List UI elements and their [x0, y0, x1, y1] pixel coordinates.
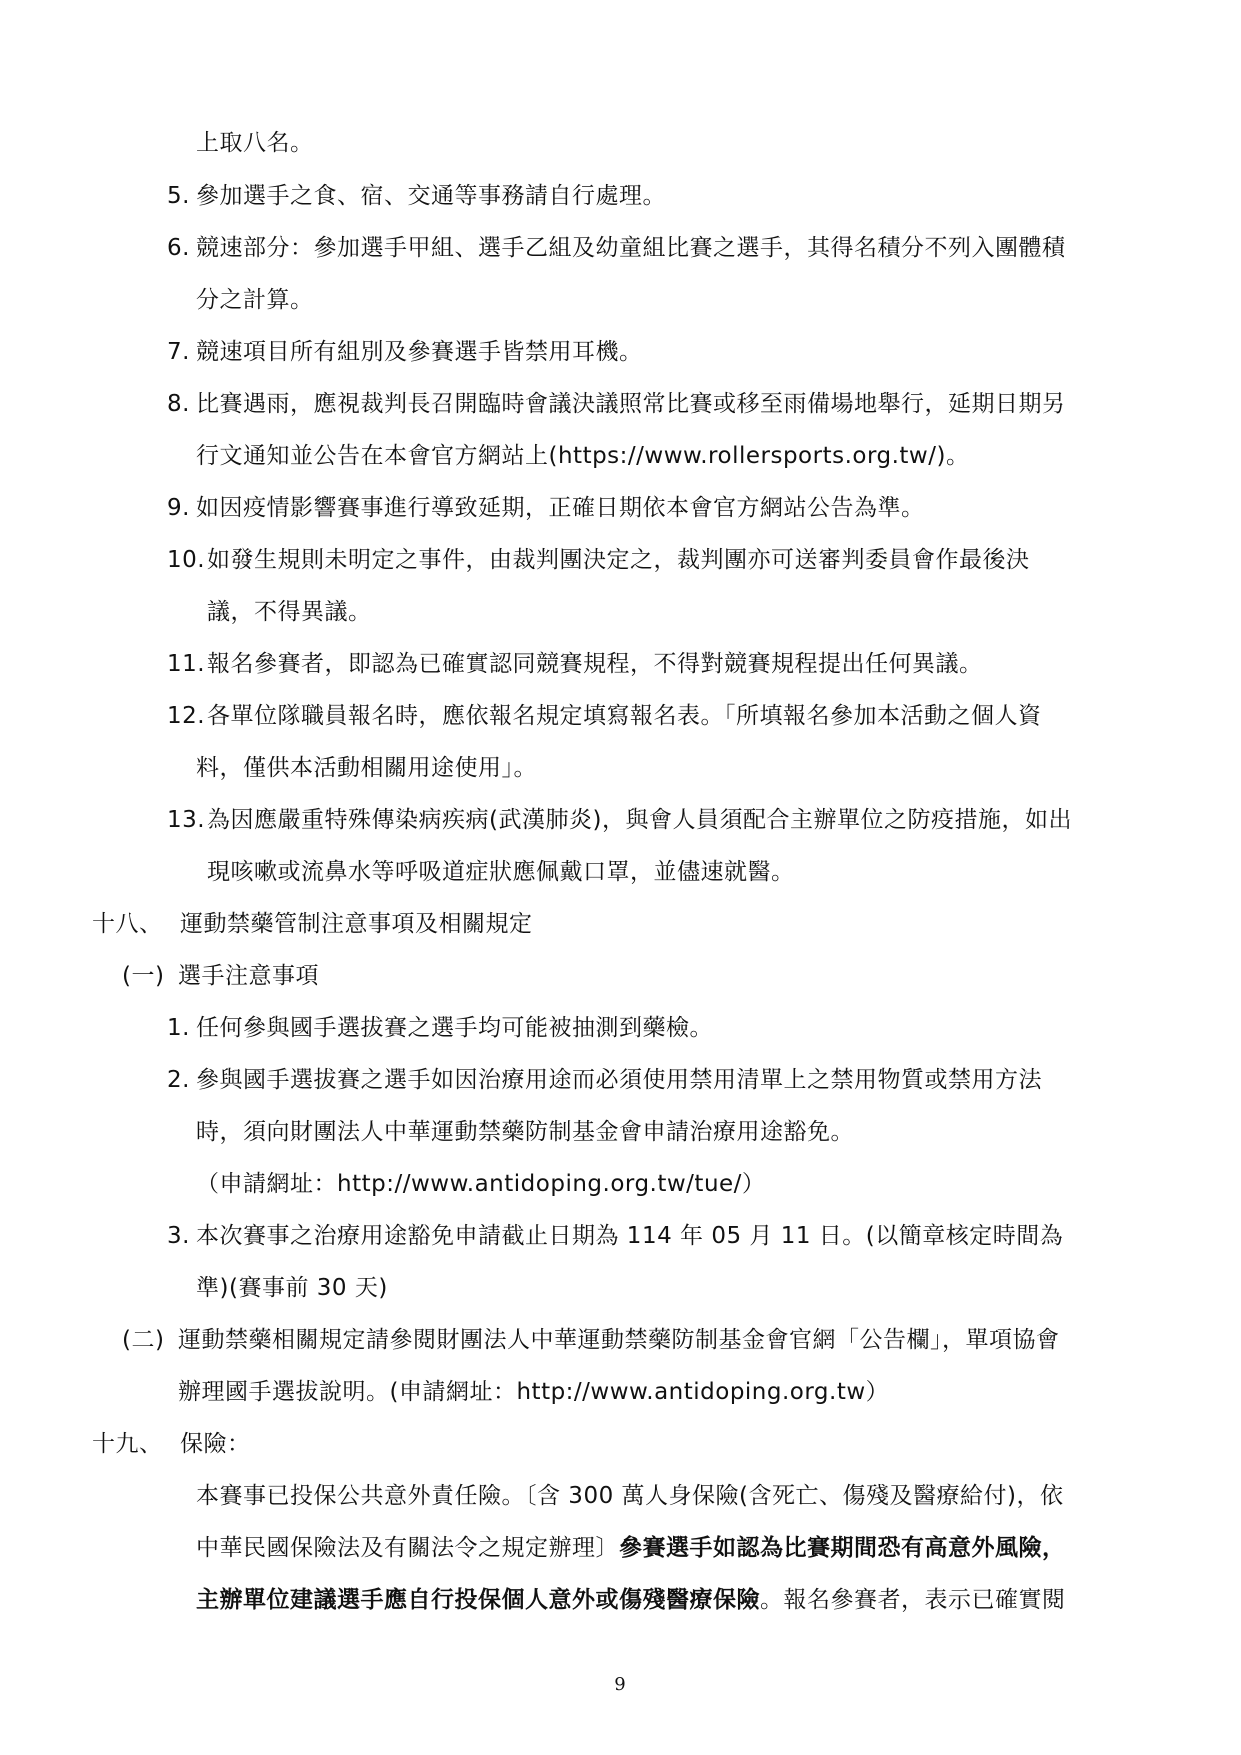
- subsection-number: (一): [122, 963, 165, 989]
- list-item-7: [167, 337, 643, 367]
- subsection-text: 運動禁藥相關規定請參閱財團法人中華運動禁藥防制基金會官網「公告欄」，單項協會: [178, 1327, 1060, 1353]
- application-url-text: （申請網址：http://www.antidoping.org.tw/tue/）: [196, 1171, 766, 1197]
- list-text: 如發生規則未明定之事件，由裁判團決定之，裁判團亦可送審判委員會作最後決: [207, 547, 1030, 573]
- doping-item-3: [167, 1221, 1063, 1251]
- list-number: 10.: [167, 547, 206, 573]
- list-text: 料，僅供本活動相關用途使用」。: [196, 755, 537, 781]
- list-text: 分之計算。: [196, 287, 314, 313]
- list-text: 如因疫情影響賽事進行導致延期，正確日期依本會官方網站公告為準。: [196, 495, 925, 521]
- doping-item-2-cont: [196, 1117, 854, 1147]
- list-item-8-cont: [196, 441, 969, 471]
- list-item-11: [167, 649, 983, 679]
- list-number: 7.: [167, 339, 190, 365]
- list-item-5: [167, 181, 666, 211]
- page-number: 9: [614, 1674, 626, 1695]
- list-item-12-cont: [196, 753, 537, 783]
- paragraph-text: 。報名參賽者，表示已確實閱: [760, 1587, 1066, 1613]
- paragraph-text: 中華民國保險法及有關法令之規定辦理〕: [196, 1535, 619, 1561]
- list-text: 任何參與國手選拔賽之選手均可能被抽測到藥檢。: [196, 1015, 713, 1041]
- list-text: 本次賽事之治療用途豁免申請截止日期為 114 年 05 月 11 日。(以簡章核定時間為: [196, 1223, 1064, 1249]
- doping-item-2: [167, 1065, 1042, 1095]
- list-text: 時，須向財團法人中華運動禁藥防制基金會申請治療用途豁免。: [196, 1119, 854, 1145]
- section-title: 運動禁藥管制注意事項及相關規定: [180, 911, 533, 937]
- list-text: 準)(賽事前 30 天): [196, 1275, 388, 1301]
- list-number: 9.: [167, 495, 190, 521]
- list-text: 比賽遇雨，應視裁判長召開臨時會議決議照常比賽或移至雨備場地舉行，延期日期另: [196, 391, 1066, 417]
- section-number: 十九、: [92, 1431, 163, 1457]
- list-number: 12.: [167, 703, 206, 729]
- list-item-13-cont: [207, 857, 795, 887]
- subsection-title: 選手注意事項: [178, 963, 319, 989]
- doping-item-2-url: [196, 1169, 765, 1199]
- list-number: 11.: [167, 651, 206, 677]
- list-text: 參加選手之食、宿、交通等事務請自行處理。: [196, 183, 666, 209]
- insurance-paragraph-line-1: [196, 1481, 1063, 1511]
- list-text: 現咳嗽或流鼻水等呼吸道症狀應佩戴口罩，並儘速就醫。: [207, 859, 795, 885]
- continuation-line: 上取八名。: [196, 130, 314, 156]
- list-item-10-cont: [207, 597, 372, 627]
- paragraph-text: 本賽事已投保公共意外責任險。〔含 300 萬人身保險(含死亡、傷殘及醫療給付)，依: [196, 1483, 1064, 1509]
- list-text: 議，不得異議。: [207, 599, 372, 625]
- list-number: 6.: [167, 235, 190, 261]
- list-item-6: [167, 233, 1066, 263]
- list-text: 報名參賽者，即認為已確實認同競賽規程，不得對競賽規程提出任何異議。: [207, 651, 983, 677]
- section-title: 保險：: [180, 1431, 251, 1457]
- subsection-2: [122, 1325, 1060, 1355]
- list-text: 行文通知並公告在本會官方網站上(https://www.rollersports.org.tw/)。: [196, 443, 970, 469]
- list-number: 5.: [167, 183, 190, 209]
- list-number: 2.: [167, 1067, 190, 1093]
- list-number: 1.: [167, 1015, 190, 1041]
- bold-emphasis-text: 參賽選手如認為比賽期間恐有高意外風險，: [619, 1535, 1066, 1561]
- list-text: 競速項目所有組別及參賽選手皆禁用耳機。: [196, 339, 643, 365]
- subsection-2-cont: [178, 1377, 889, 1407]
- list-text: 競速部分：參加選手甲組、選手乙組及幼童組比賽之選手，其得名積分不列入團體積: [196, 235, 1066, 261]
- insurance-paragraph-line-2: [196, 1533, 1066, 1563]
- list-number: 8.: [167, 391, 190, 417]
- doping-item-3-cont: [196, 1273, 388, 1303]
- section-19-heading: [92, 1429, 251, 1459]
- list-item-6-cont: [196, 285, 314, 315]
- doping-item-1: [167, 1013, 713, 1043]
- list-number: 3.: [167, 1223, 190, 1249]
- list-item-10: [167, 545, 1030, 575]
- list-text: 各單位隊職員報名時，應依報名規定填寫報名表。「所填報名參加本活動之個人資: [207, 703, 1042, 729]
- subsection-text: 辦理國手選拔說明。(申請網址：http://www.antidoping.org.tw）: [178, 1379, 890, 1405]
- list-item-12: [167, 701, 1042, 731]
- list-text: 為因應嚴重特殊傳染病疾病(武漢肺炎)，與會人員須配合主辦單位之防疫措施，如出: [207, 807, 1072, 833]
- list-item-13: [167, 805, 1072, 835]
- list-text: 參與國手選拔賽之選手如因治療用途而必須使用禁用清單上之禁用物質或禁用方法: [196, 1067, 1042, 1093]
- section-18-heading: [92, 909, 533, 939]
- list-item-8: [167, 389, 1066, 419]
- list-number: 13.: [167, 807, 206, 833]
- bold-emphasis-text: 主辦單位建議選手應自行投保個人意外或傷殘醫療保險: [196, 1587, 760, 1613]
- list-item-9: [167, 493, 925, 523]
- insurance-paragraph-line-3: [196, 1585, 1066, 1615]
- continuation-text: [196, 128, 314, 158]
- subsection-number: (二): [122, 1327, 165, 1353]
- section-number: 十八、: [92, 911, 163, 937]
- subsection-1-heading: [122, 961, 319, 991]
